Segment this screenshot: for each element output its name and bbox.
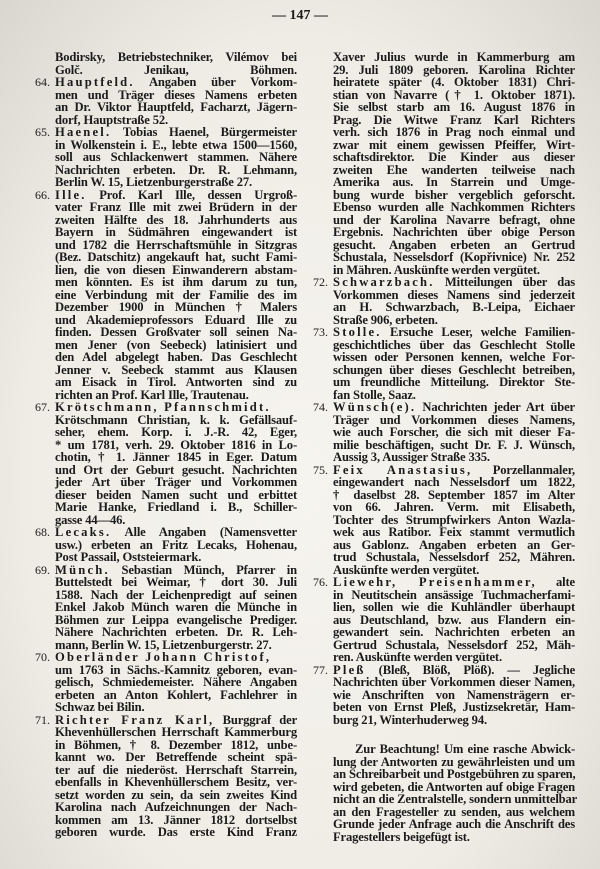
text-line	[55, 526, 297, 539]
entry-number: 67.	[35, 400, 50, 414]
text-line: Amerika aus. In Starrein und Umge-	[333, 175, 575, 189]
text-line	[55, 76, 297, 89]
query-entry	[35, 75, 297, 127]
entry-text: Prof. Karl Ille, dessen Urgroß-	[99, 187, 297, 202]
query-entry	[35, 187, 297, 402]
text-line: um 1763 in Sächs.-Kamnitz geboren, evan-	[55, 662, 297, 677]
notice-paragraph	[333, 742, 578, 844]
text-line: richten an Prof. Karl Ille, Trautenau.	[55, 387, 249, 402]
entry-number: 64.	[35, 75, 50, 89]
notice-text: Um eine rasche Abwick-	[443, 742, 576, 756]
text-line	[55, 651, 297, 664]
intro-paragraph	[55, 51, 297, 76]
text-line: Marie Hanke, Friedland i. B., Schiller-	[55, 500, 297, 514]
text-line: am Eisack in Tirol. Antworten sind zu	[55, 375, 297, 389]
text-line: an H. Schwarzbach, B.-Leipa, Eichaer	[333, 300, 575, 314]
text-line: Post Passail, Oststeiermark.	[55, 550, 202, 564]
text-line: aus Deutschland, bzw. aus Flandern ein-	[333, 612, 575, 627]
entry-text: Tobias Haenel, Bürgermeister	[122, 125, 297, 139]
text-line: an Schreibarbeit und Postgebühren zu sparen,	[333, 767, 576, 781]
text-line: zweiten Ehe wanderten teilweise nach	[333, 162, 575, 177]
query-entry	[313, 400, 575, 464]
text-line: men Jener (von Seebeck) latinisiert und	[55, 337, 297, 352]
entry-text: Mitteilungen über das	[444, 275, 575, 289]
text-line: † daselbst 28. September 1857 im Alter	[333, 487, 575, 502]
entry-text: Alle Angaben (Namensvetter	[124, 525, 297, 539]
text-line: Schustala, Nesselsdorf (Kopřivnice) Nr. 252	[333, 250, 575, 264]
text-line: fan Stolle, Saaz.	[333, 387, 416, 402]
text-line: lien, die von diesen Einwanderern abstam-	[55, 262, 297, 277]
text-line	[55, 126, 297, 139]
text-line: Buttelstedt bei Weimar, † dort 30. Juli	[55, 575, 297, 589]
text-line: Prag. Die Witwe Franz Karl Richters	[333, 112, 575, 127]
entry-headword: Münch.	[55, 562, 110, 577]
text-line: 1588. Nach der Leichenpredigt auf seinen	[55, 587, 297, 602]
entry-text: (Bleß, Blöß, Plöß). — Jegliche	[378, 662, 576, 677]
text-line: Berlin W. 15, Lietzenburgerstraße 27.	[55, 175, 252, 189]
text-line: beten von Ernst Pleß, Justizsekretär, Ham-	[333, 700, 575, 714]
entry-text: Sebastian Münch, Pfarrer in	[121, 562, 297, 577]
text-line: Nähere Nachrichten erbeten. Dr. R. Leh-	[55, 625, 297, 639]
text-line: in Neutitschein ansässige Tuchmacherfami-	[333, 587, 575, 602]
query-entry	[35, 525, 297, 564]
entry-number: 73.	[313, 325, 328, 339]
text-line: lien, sollen wie die Kuhländler überhaupt	[333, 600, 575, 614]
entry-text: Porzellanmaler,	[492, 462, 575, 477]
text-line: Auskünfte werden vergütet.	[333, 562, 480, 577]
text-line: ebenfalls in Khevenhüllerschem Besitz, ver-	[55, 775, 297, 789]
text-line: von 66. Jahren. Verm. mit Elisabeth,	[333, 500, 575, 514]
entry-headword: Oberländer Johann Christof,	[55, 650, 272, 664]
text-line: gesucht. Angaben erbeten an Gertrud	[333, 237, 575, 252]
text-line: in Mähren. Auskünfte werden vergütet.	[333, 262, 540, 277]
text-line: bung wurde bisher vergeblich geforscht.	[333, 187, 575, 202]
text-line: Fragestellers beigefügt ist.	[333, 829, 470, 844]
text-line: jeder Art über Träger und Vorkommen	[55, 475, 297, 489]
intro-paragraph	[333, 51, 575, 276]
entry-number: 66.	[35, 187, 50, 202]
text-line: wie Anschriften von Namensträgern er-	[333, 687, 575, 702]
entry-number: 69.	[35, 562, 50, 577]
text-line: Dezember 1900 in München † Malers	[55, 300, 297, 314]
text-line: ter auf die niederöst. Herrschaft Starrein,	[55, 762, 297, 777]
entry-number: 72.	[313, 275, 328, 289]
text-line: gasse 44—46.	[55, 512, 126, 527]
text-line: Jenner v. Seebeck stammt aus Klausen	[55, 362, 297, 377]
text-line: Aussig 3, Aussiger Straße 335.	[333, 450, 490, 464]
text-line: Tochter des Strumpfwirkers Anton Wazla-	[333, 512, 575, 527]
text-line: lung der Antworten zu gewährleisten und um	[333, 754, 575, 769]
text-line: heiratete später (4. Oktober 1831) Chri-	[333, 75, 575, 89]
text-line: schaftsdirektor. Die Kinder aus dieser	[333, 150, 575, 164]
text-line: chotin, † 1. Jänner 1845 in Eger. Datum	[55, 450, 297, 464]
text-line: Straße 906, erbeten.	[333, 312, 438, 327]
text-line: gewandert sein. Nachrichten erbeten an	[333, 625, 575, 639]
entry-headword: Hauptfeld.	[55, 75, 135, 89]
text-line: und Ort der Geburt gesucht. Nachrichten	[55, 462, 297, 477]
text-line: gelisch, Schmiedemeister. Nähere Angaben	[55, 675, 297, 689]
text-line	[55, 401, 297, 414]
text-line: Gertrud Schustala, Nesselsdorf 252, Mäh-	[333, 637, 575, 652]
query-entry	[313, 662, 576, 727]
entry-headword: Liewehr, Preisenhammer,	[333, 575, 537, 589]
left-column	[35, 50, 298, 839]
text-line: geboren wurde. Das erste Kind Franz	[55, 825, 297, 839]
text-line: seher, ehem. Korp. i. J.-R. 42, Eger,	[55, 425, 297, 439]
query-entry	[35, 562, 297, 652]
text-line: Bodirsky, Betriebstechniker, Vilémov bei	[55, 50, 297, 64]
text-line: in Wolkenstein i. E., lebte etwa 1500—1560,	[55, 137, 297, 152]
entry-number: 70.	[35, 650, 50, 664]
text-line	[333, 576, 575, 589]
entry-headword: Schwarzbach.	[333, 275, 435, 289]
text-line: Xaver Julius wurde in Kammerburg am	[333, 50, 575, 64]
text-line: Ebenso wurden alle Nachkommen Richters	[333, 200, 575, 214]
text-line: soll aus Schlackenwert stammen. Nähere	[55, 150, 297, 164]
text-line: um freundliche Mitteilung. Direktor Ste-	[333, 375, 575, 389]
entry-text: Angaben über Vorkom-	[148, 75, 297, 89]
text-line: Karolina nach Aufzeichnungen der Nach-	[55, 800, 297, 814]
text-line: Böhmen zur Leippa evangelische Prediger.	[55, 612, 297, 627]
text-line: milie beschäftigen, sucht Dr. F. J. Wünsch,	[333, 437, 575, 452]
text-line: (Bez. Datschitz) angekauft hat, sucht Fami-	[55, 250, 297, 264]
entry-text: Ersuche Leser, welche Familien-	[389, 325, 575, 339]
text-line: men könnten. Es ist ihm darum zu tun,	[55, 275, 297, 289]
entry-text: Burggraf der	[222, 712, 298, 727]
text-line: Sie selbst starb am 16. August 1876 in	[333, 100, 575, 114]
text-line: in Böhmen, † 8. Dezember 1812, unbe-	[55, 737, 297, 752]
text-line: zwar mit einem gewissen Pfeiffer, Wirt-	[333, 137, 575, 152]
text-line: nicht an die Zentralstelle, sondern unmittelbar	[333, 792, 578, 806]
text-line: burg 21, Winterhuderweg 94.	[333, 712, 487, 727]
text-line: wird gebeten, die Antworten auf obige Fragen	[333, 779, 575, 794]
text-line: Ergebnis. Nachrichten über obige Person	[333, 225, 575, 239]
entry-number: 75.	[313, 462, 328, 477]
query-entry	[35, 712, 298, 839]
entry-number: 77.	[313, 662, 328, 677]
text-line: Schwaz bei Bilin.	[55, 700, 145, 714]
entry-number: 71.	[35, 712, 50, 727]
text-line: an den Fragesteller zu senden, aus welchem	[333, 804, 575, 819]
text-line: 29. Juli 1809 geboren. Karolina Richter	[333, 62, 575, 77]
text-line: zweiten Hälfte des 18. Jahrhunderts aus	[55, 212, 297, 227]
text-line	[333, 276, 575, 289]
text-line: verh. sich 1876 in Prag noch einmal und	[333, 125, 575, 139]
entry-headword: Stolle.	[333, 325, 382, 339]
entry-number: 76.	[313, 575, 328, 589]
text-line: an Dr. Viktor Hauptfeld, Facharzt, Jägern-	[55, 100, 297, 114]
entry-headword: Krötschmann, Pfannschmidt.	[55, 400, 271, 414]
text-line: trud Schustala, Nesselsdorf 252, Mähren.	[333, 550, 575, 564]
text-line: schungen über dieses Geschlecht betreiben,	[333, 362, 575, 377]
text-line: Krötschmann Christian, k. k. Gefällsauf-	[55, 412, 297, 427]
text-line: wissen oder Personen kennen, welche For-	[333, 350, 575, 364]
right-column	[313, 50, 578, 844]
text-line: dieser beiden Namen sucht und erbittet	[55, 487, 297, 502]
text-line: aus Gablonz. Angaben erbeten an Ger-	[333, 537, 575, 552]
text-line: eine Verbindung mit der Familie des im	[55, 287, 297, 302]
text-line	[333, 401, 575, 414]
query-entry	[313, 325, 575, 402]
text-line	[333, 326, 575, 339]
entry-headword: Haenel.	[55, 125, 112, 139]
text-line: vater Franz Ille mit zwei Brüdern in der	[55, 200, 297, 214]
text-line: und 1782 die Herrschaftsmühle in Sitzgras	[55, 237, 297, 252]
entry-headword: Richter Franz Karl,	[55, 712, 215, 727]
text-line: dorf, Hauptstraße 52.	[55, 112, 168, 127]
query-entry	[313, 575, 575, 664]
text-line: den Adel abgelegt haben. Das Geschlecht	[55, 350, 297, 364]
text-line: * um 1781, verh. 29. Oktober 1816 in Lo-	[55, 437, 297, 452]
text-line: ren. Auskünfte werden vergütet.	[333, 650, 502, 664]
text-line: und der Karolina Navarre befragt, ohne	[333, 212, 575, 227]
text-line: eingewandert nach Nesselsdorf um 1822,	[333, 475, 575, 489]
text-line: wek aus Ratibor. Feix stammt vermutlich	[333, 525, 575, 539]
query-entry	[35, 400, 297, 527]
query-entry	[313, 462, 575, 577]
entry-text: Nachrichten jeder Art über	[422, 400, 575, 414]
entry-headword: Feix Anastasius,	[333, 462, 473, 477]
entry-headword: Lecaks.	[55, 525, 112, 539]
text-line: Träger und Vorkommen dieses Namens,	[333, 412, 575, 427]
entry-text: alte	[556, 575, 575, 589]
notice-heading: Zur Beachtung!	[355, 742, 440, 756]
text-line: kommen am 13. Jänner 1812 dortselbst	[55, 812, 297, 827]
query-entry	[35, 650, 297, 714]
text-line: setzt worden zu sein, da sein zweites Kind	[55, 787, 297, 802]
text-line: Nachrichten über Vorkommen dieser Namen,	[333, 675, 575, 689]
text-line: Bayern in Südmähren eingewandert ist	[55, 225, 297, 239]
text-line: Khevenhüllerschen Herrschaft Kammerburg	[55, 725, 297, 739]
text-line: Vorkommen dieses Namens sind jederzeit	[333, 287, 575, 302]
entry-number: 68.	[35, 525, 50, 539]
text-line: Grunde jeder Anfrage auch die Anschrift des	[333, 817, 575, 831]
text-line: Golč. Jenikau, Böhmen.	[55, 62, 297, 77]
text-line: Nachrichten erbeten. Dr. R. Lehmann,	[55, 162, 297, 177]
text-line: kannt wo. Der Betreffende scheint spä-	[55, 750, 297, 764]
text-line: und Akademieprofessors Eduard Ille zu	[55, 312, 297, 327]
page-number: — 147 —	[272, 8, 328, 23]
entry-headword: Pleß	[333, 662, 366, 677]
text-line: geschichtliches über das Geschlecht Stolle	[333, 337, 575, 352]
text-line: usw.) erbeten an Fritz Lecaks, Hohenau,	[55, 537, 297, 552]
query-entry	[35, 125, 297, 189]
entry-headword: Wünsch(e).	[333, 400, 417, 414]
entry-number: 65.	[35, 125, 50, 139]
query-entry	[313, 275, 575, 327]
text-line	[333, 743, 575, 756]
text-line: Enkel Jakob Münch waren die Münche in	[55, 600, 297, 614]
text-line: men und Träger dieses Namens erbeten	[55, 87, 297, 102]
text-line: finden. Dessen Großvater soll seinen Na-	[55, 325, 297, 339]
text-line: stian von Navarre († 1. Oktober 1871).	[333, 87, 575, 102]
text-line: mann, Berlin W. 15, Lietzenburgerstr. 27.	[55, 637, 272, 652]
text-line: wie auch Forscher, die sich mit dieser Fa-	[333, 425, 575, 439]
entry-number: 74.	[313, 400, 328, 414]
entry-headword: Ille.	[55, 187, 87, 202]
text-line: erbeten an Anton Kohlert, Fachlehrer in	[55, 687, 297, 702]
